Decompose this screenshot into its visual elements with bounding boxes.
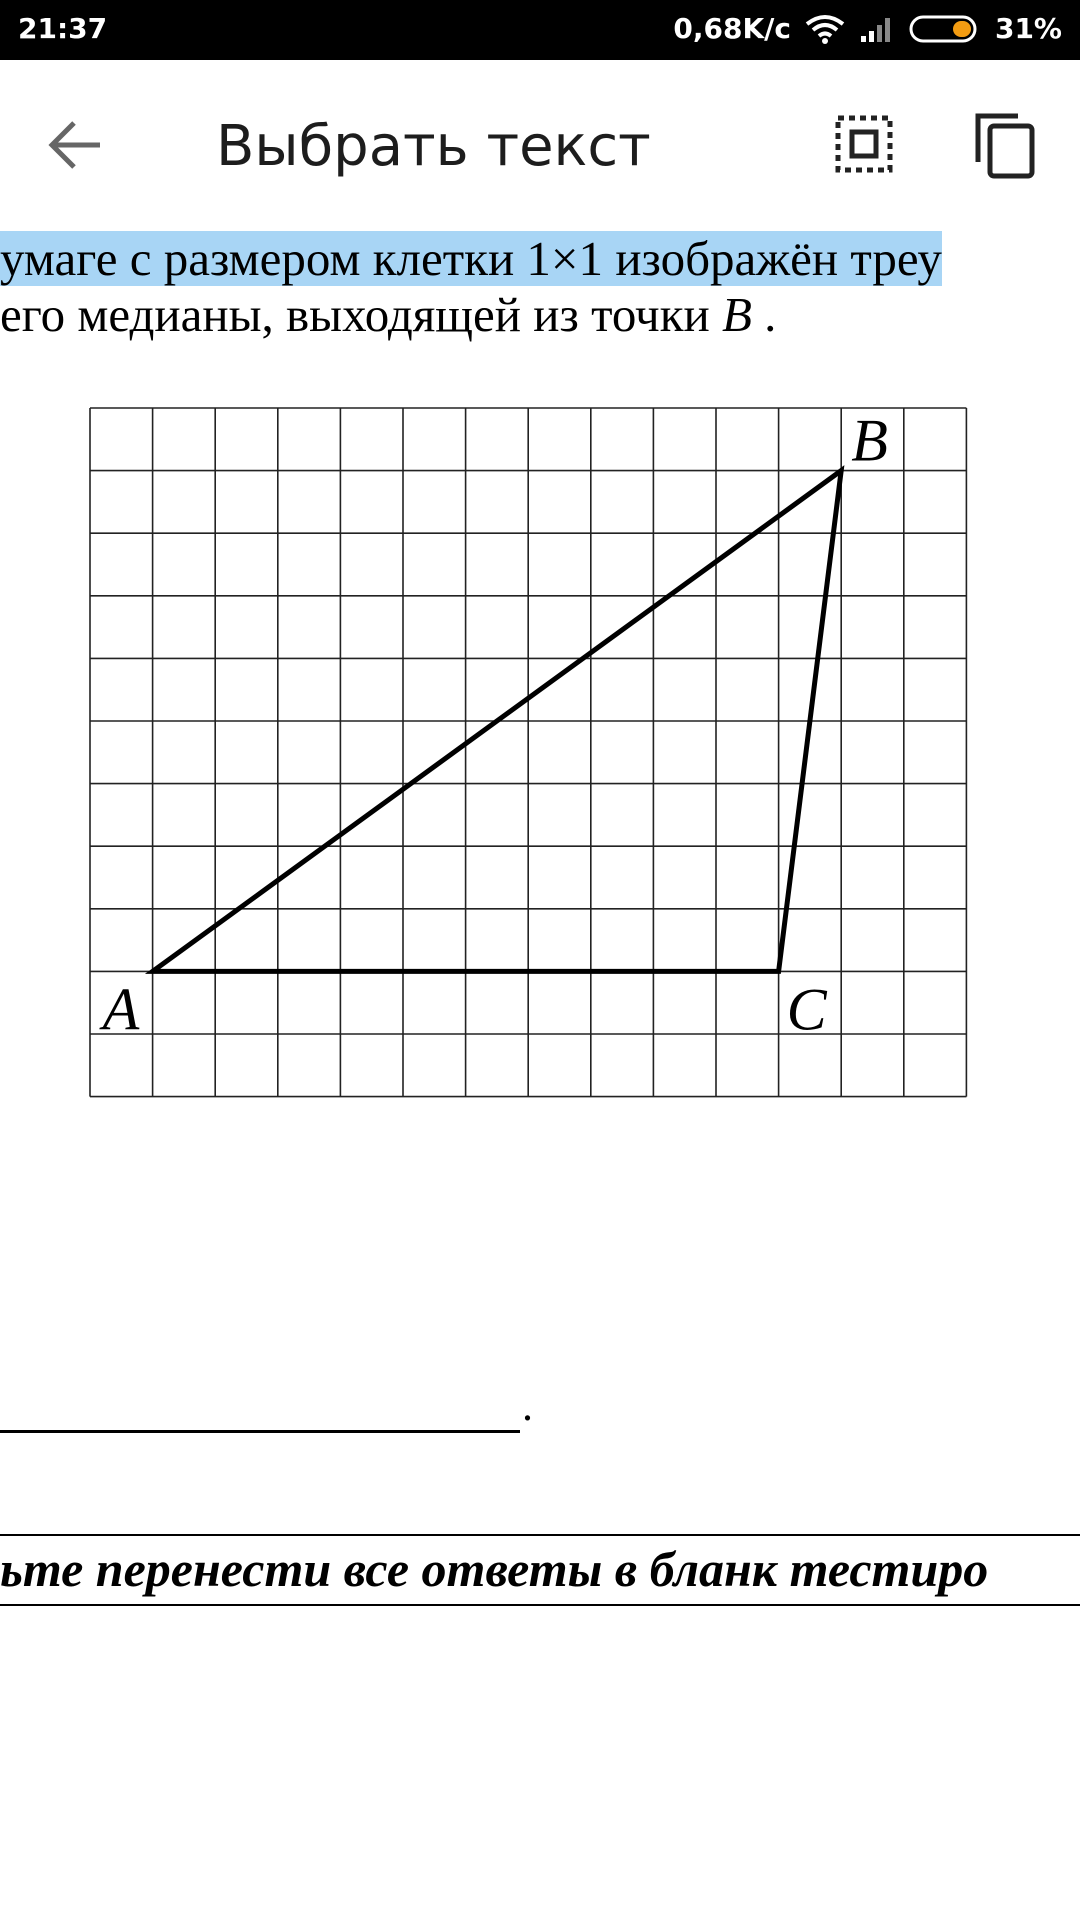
network-speed: 0,68K/с: [673, 12, 791, 45]
status-bar: [0, 0, 1080, 60]
copy-button[interactable]: [970, 108, 1042, 180]
status-right: [673, 12, 1062, 45]
selected-text-part-2[interactable]: 1×1: [526, 231, 604, 286]
text-line-content: его медианы, выходящей из точки: [0, 287, 722, 342]
toolbar-title: Выбрать текст: [216, 114, 651, 179]
select-all-icon: [832, 112, 896, 176]
vertex-label-b: B: [851, 407, 888, 474]
signal-icon: [859, 14, 895, 44]
status-time: 21:37: [18, 12, 108, 45]
notice-text: ьте перенести все ответы в бланк тестиро: [0, 1541, 989, 1597]
vertex-label-c: C: [786, 976, 827, 1043]
triangle-grid-figure: [0, 230, 1080, 1130]
point-b-reference: B: [721, 287, 752, 342]
select-all-button[interactable]: [832, 112, 896, 176]
wifi-icon: [805, 14, 845, 44]
answer-dot: .: [522, 1381, 533, 1430]
document-view: [0, 230, 1080, 1920]
copy-icon: [970, 108, 1042, 180]
answer-line: [0, 1430, 520, 1433]
vertex-label-a: A: [102, 976, 140, 1043]
battery-icon: [909, 14, 981, 44]
arrow-left-icon: [40, 115, 110, 175]
text-line-end: .: [751, 287, 777, 342]
back-button[interactable]: [40, 115, 110, 175]
text-selection-toolbar: [0, 60, 1080, 230]
selected-text-part-1[interactable]: умаге с размером клетки: [0, 231, 527, 286]
selected-text-part-3[interactable]: изображён треу: [603, 231, 942, 286]
battery-percent: 31%: [994, 12, 1062, 45]
